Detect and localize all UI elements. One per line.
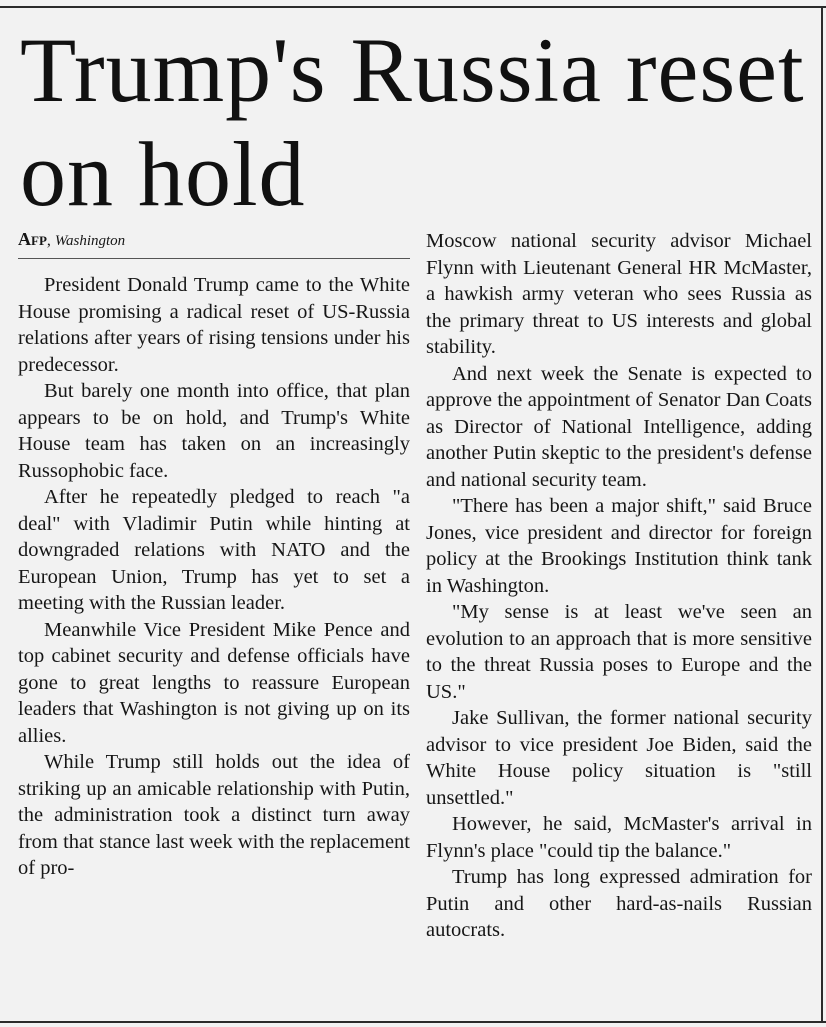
paragraph: Jake Sullivan, the former national security advisor to vice president Joe Biden, said the White House policy situation is "still unsettled." [426, 707, 812, 809]
bottom-border-rule [0, 1021, 826, 1023]
paragraph: "There has been a major shift," said Bruce Jones, vice president and director for foreign policy at the Brookings Institution think tank in Washington. [426, 495, 812, 597]
paragraph: "My sense is at least we've seen an evolution to an approach that is more sensitive to the threat Russia poses to Europe and the US." [426, 601, 812, 703]
paragraph: While Trump still holds out the idea of striking up an amicable relationship with Putin, the administration took a distinct turn away from that stance last week with the replacement of pro- [18, 751, 410, 879]
paragraph-continued: Moscow national security advisor Michael Flynn with Lieutenant General HR McMaster, a hawkish army veteran who sees Russia as the primary threat to US interests and global stability. [426, 230, 812, 358]
right-border-rule [821, 8, 823, 1021]
paragraph: But barely one month into office, that plan appears to be on hold, and Trump's White House team has taken on an increasingly Russophobic face. [18, 380, 410, 482]
paragraph: Trump has long expressed admiration for Putin and other hard-as-nails Russian autocrats. [426, 866, 812, 941]
article-column-right [426, 228, 812, 944]
headline: Trump's Russia reset on hold [20, 19, 805, 225]
paragraph: After he repeatedly pledged to reach "a deal" with Vladimir Putin while hinting at downgraded relations with NATO and the European Union, Trump has yet to set a meeting with the Russian leader. [18, 486, 410, 614]
byline: Afp, Washington [18, 229, 126, 249]
paragraph: And next week the Senate is expected to approve the appointment of Senator Dan Coats as Director of National Intelligence, adding another Putin skeptic to the president's defense and national security team. [426, 362, 812, 491]
byline-agency: Afp [18, 229, 47, 249]
top-border-rule [0, 6, 826, 8]
byline-divider [18, 258, 410, 259]
article-column-left [18, 272, 410, 882]
byline-dateline: Washington [54, 233, 126, 249]
paragraph: President Donald Trump came to the White House promising a radical reset of US-Russia relations after years of rising tensions under his predecessor. [18, 274, 410, 376]
paragraph: However, he said, McMaster's arrival in Flynn's place "could tip the balance." [426, 813, 812, 862]
paragraph: Meanwhile Vice President Mike Pence and top cabinet security and defense officials have gone to great lengths to reassure European leaders that Washington is not giving up on its allies. [18, 618, 410, 747]
